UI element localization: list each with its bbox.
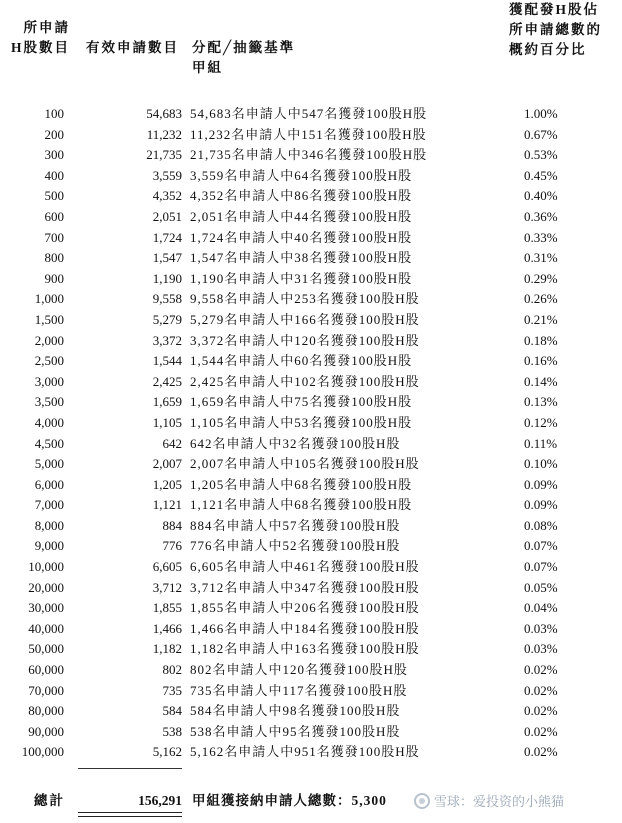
total-valid-applications: 156,291 (138, 793, 182, 808)
cell-valid-applications: 9,558 (152, 291, 182, 307)
cell-allocation-basis: 1,205名申請人中68名獲發100股H股 (190, 476, 413, 492)
cell-allocation-basis: 11,232名申請人中151名獲發100股H股 (190, 126, 427, 142)
cell-approx-percentage: 0.08% (524, 517, 558, 533)
cell-valid-applications: 802 (162, 662, 182, 678)
total-label: 總計 (34, 793, 65, 808)
cell-allocation-basis: 2,425名申請人中102名獲發100股H股 (190, 373, 420, 389)
cell-approx-percentage: 0.11% (524, 435, 558, 451)
cell-shares-applied: 100 (44, 106, 64, 121)
header-pct-line-1: 獲配發H股佔 (509, 2, 600, 17)
cell-shares-applied: 1,500 (34, 311, 64, 327)
cell-shares-applied: 700 (44, 229, 64, 245)
table-row (0, 557, 622, 578)
cell-allocation-basis: 1,855名申請人中206名獲發100股H股 (190, 600, 420, 616)
cell-allocation-basis: 802名申請人中120名獲發100股H股 (190, 662, 408, 678)
cell-valid-applications: 1,205 (152, 476, 182, 492)
cell-valid-applications: 11,232 (146, 126, 182, 142)
header-valid-label: 有效申請數目 (86, 40, 179, 55)
cell-valid-applications: 21,735 (146, 147, 182, 163)
cell-approx-percentage: 0.36% (524, 208, 558, 224)
cell-allocation-basis: 3,372名申請人中120名獲發100股H股 (190, 332, 420, 348)
cell-allocation-basis: 1,190名申請人中31名獲發100股H股 (190, 270, 413, 286)
table-row (0, 742, 622, 763)
cell-approx-percentage: 0.31% (524, 250, 558, 266)
table-row (0, 331, 622, 352)
cell-shares-applied: 30,000 (28, 600, 64, 616)
cell-shares-applied: 70,000 (28, 682, 64, 698)
cell-approx-percentage: 0.09% (524, 476, 558, 492)
cell-approx-percentage: 0.53% (524, 147, 558, 163)
cell-approx-percentage: 0.18% (524, 332, 558, 348)
cell-valid-applications: 1,105 (152, 414, 182, 430)
cell-allocation-basis: 3,712名申請人中347名獲發100股H股 (190, 579, 420, 595)
cell-valid-applications: 735 (162, 682, 182, 698)
cell-valid-applications: 1,544 (152, 353, 182, 369)
cell-shares-applied: 3,500 (34, 394, 64, 410)
cell-approx-percentage: 0.26% (524, 291, 558, 307)
cell-shares-applied: 7,000 (34, 497, 64, 513)
cell-shares-applied: 3,000 (34, 373, 64, 389)
cell-allocation-basis: 54,683名申請人中547名獲發100股H股 (190, 106, 428, 121)
cell-shares-applied: 2,000 (34, 332, 64, 348)
cell-valid-applications: 3,559 (152, 167, 182, 183)
table-row (0, 454, 622, 475)
cell-valid-applications: 3,712 (152, 579, 182, 595)
cell-shares-applied: 10,000 (28, 559, 64, 575)
table-row (0, 186, 622, 207)
cell-approx-percentage: 0.04% (524, 600, 558, 616)
cell-allocation-basis: 1,182名申請人中163名獲發100股H股 (190, 641, 420, 657)
cell-shares-applied: 1,000 (34, 291, 64, 307)
cell-shares-applied: 300 (44, 147, 64, 163)
cell-approx-percentage: 0.02% (524, 682, 558, 698)
cell-shares-applied: 60,000 (28, 662, 64, 678)
cell-valid-applications: 1,547 (152, 250, 182, 266)
cell-valid-applications: 1,466 (152, 620, 182, 636)
cell-valid-applications: 2,425 (152, 373, 182, 389)
cell-shares-applied: 600 (44, 208, 64, 224)
table-row (0, 722, 622, 743)
cell-approx-percentage: 0.03% (524, 620, 558, 636)
cell-allocation-basis: 776名申請人中52名獲發100股H股 (190, 538, 401, 554)
cell-allocation-basis: 2,007名申請人中105名獲發100股H股 (190, 456, 420, 472)
total-double-rule (78, 812, 182, 817)
cell-allocation-basis: 5,162名申請人中951名獲發100股H股 (190, 744, 420, 760)
watermark (414, 793, 564, 812)
cell-shares-applied: 5,000 (34, 456, 64, 472)
cell-shares-applied: 200 (44, 126, 64, 142)
cell-allocation-basis: 1,659名申請人中75名獲發100股H股 (190, 394, 413, 410)
cell-allocation-basis: 1,547名申請人中38名獲發100股H股 (190, 250, 413, 266)
cell-valid-applications: 1,855 (152, 600, 182, 616)
cell-allocation-basis: 1,544名申請人中60名獲發100股H股 (190, 353, 413, 369)
cell-approx-percentage: 0.16% (524, 353, 558, 369)
cell-approx-percentage: 0.02% (524, 662, 558, 678)
table-row (0, 289, 622, 310)
cell-shares-applied: 2,500 (34, 353, 64, 369)
cell-shares-applied: 6,000 (34, 476, 64, 492)
cell-valid-applications: 3,372 (152, 332, 182, 348)
cell-allocation-basis: 584名申請人中98名獲發100股H股 (190, 703, 401, 719)
cell-shares-applied: 800 (44, 250, 64, 266)
table-row (0, 701, 622, 722)
cell-valid-applications: 776 (162, 538, 182, 554)
table-row (0, 413, 622, 434)
table-row (0, 392, 622, 413)
cell-approx-percentage: 0.05% (524, 579, 558, 595)
cell-approx-percentage: 0.02% (524, 723, 558, 739)
table-row (0, 310, 622, 331)
table-row (0, 639, 622, 660)
cell-valid-applications: 1,659 (152, 394, 182, 410)
cell-approx-percentage: 0.10% (524, 456, 558, 472)
subtotal-rule (78, 768, 182, 769)
cell-approx-percentage: 0.02% (524, 703, 558, 719)
header-approx-percentage (509, 0, 602, 60)
table-row (0, 516, 622, 537)
cell-shares-applied: 900 (44, 270, 64, 286)
cell-allocation-basis: 4,352名申請人中86名獲發100股H股 (190, 188, 413, 204)
cell-approx-percentage: 0.33% (524, 229, 558, 245)
watermark-text: 雪球：爱投资的小熊猫 (434, 795, 565, 810)
table-row (0, 145, 622, 166)
cell-approx-percentage: 0.67% (524, 126, 558, 142)
cell-approx-percentage: 0.45% (524, 167, 558, 183)
table-row (0, 228, 622, 249)
cell-allocation-basis: 6,605名申請人中461名獲發100股H股 (190, 559, 420, 575)
cell-shares-applied: 40,000 (28, 620, 64, 636)
cell-shares-applied: 20,000 (28, 579, 64, 595)
table-row (0, 495, 622, 516)
cell-allocation-basis: 884名申請人中57名獲發100股H股 (190, 517, 401, 533)
cell-approx-percentage: 0.07% (524, 538, 558, 554)
cell-valid-applications: 2,051 (152, 208, 182, 224)
cell-approx-percentage: 0.09% (524, 497, 558, 513)
cell-shares-applied: 500 (44, 188, 64, 204)
cell-valid-applications: 6,605 (152, 559, 182, 575)
cell-valid-applications: 642 (162, 435, 182, 451)
cell-approx-percentage: 0.40% (524, 188, 558, 204)
cell-shares-applied: 400 (44, 167, 64, 183)
table-row (0, 207, 622, 228)
table-row (0, 578, 622, 599)
table-row (0, 248, 622, 269)
cell-allocation-basis: 21,735名申請人中346名獲發100股H股 (190, 147, 428, 163)
table-row (0, 104, 622, 125)
cell-shares-applied: 9,000 (34, 538, 64, 554)
cell-allocation-basis: 5,279名申請人中166名獲發100股H股 (190, 311, 420, 327)
cell-valid-applications: 4,352 (152, 188, 182, 204)
cell-valid-applications: 584 (162, 703, 182, 719)
cell-shares-applied: 4,000 (34, 414, 64, 430)
table-row (0, 536, 622, 557)
cell-valid-applications: 5,162 (152, 744, 182, 760)
allocation-table-body (0, 104, 622, 763)
cell-approx-percentage: 0.14% (524, 373, 558, 389)
cell-valid-applications: 1,724 (152, 229, 182, 245)
cell-approx-percentage: 0.13% (524, 394, 558, 410)
cell-approx-percentage: 1.00% (524, 106, 558, 121)
table-row (0, 372, 622, 393)
cell-valid-applications: 2,007 (152, 456, 182, 472)
cell-valid-applications: 538 (162, 723, 182, 739)
cell-shares-applied: 4,500 (34, 435, 64, 451)
header-pool-label: 甲組 (192, 60, 223, 75)
cell-approx-percentage: 0.02% (524, 744, 558, 760)
total-successful-applicants: 甲組獲接納申請人總數：5,300 (192, 793, 387, 808)
table-row (0, 434, 622, 455)
cell-allocation-basis: 642名申請人中32名獲發100股H股 (190, 435, 401, 451)
cell-approx-percentage: 0.12% (524, 414, 558, 430)
header-shares-line-1: 所申請 (23, 20, 70, 35)
cell-approx-percentage: 0.07% (524, 559, 558, 575)
cell-valid-applications: 54,683 (146, 106, 182, 121)
cell-allocation-basis: 2,051名申請人中44名獲發100股H股 (190, 208, 413, 224)
cell-allocation-basis: 1,466名申請人中184名獲發100股H股 (190, 620, 420, 636)
snowball-icon (414, 793, 430, 809)
table-row (0, 125, 622, 146)
table-row (0, 475, 622, 496)
cell-valid-applications: 5,279 (152, 311, 182, 327)
cell-valid-applications: 1,190 (152, 270, 182, 286)
cell-allocation-basis: 735名申請人中117名獲發100股H股 (190, 682, 408, 698)
header-allocation-basis (192, 38, 295, 78)
header-pct-line-3: 概約百分比 (509, 42, 587, 57)
cell-valid-applications: 1,121 (152, 497, 182, 513)
cell-allocation-basis: 9,558名申請人中253名獲發100股H股 (190, 291, 420, 307)
header-basis-line-1: 分配╱抽籤基準 (192, 40, 296, 55)
cell-approx-percentage: 0.03% (524, 641, 558, 657)
table-row (0, 351, 622, 372)
table-row (0, 681, 622, 702)
table-row (0, 660, 622, 681)
table-row (0, 166, 622, 187)
table-row (0, 619, 622, 640)
cell-allocation-basis: 1,121名申請人中68名獲發100股H股 (190, 497, 413, 513)
header-pct-line-2: 所申請總數的 (509, 22, 602, 37)
cell-valid-applications: 1,182 (152, 641, 182, 657)
cell-allocation-basis: 1,724名申請人中40名獲發100股H股 (190, 229, 413, 245)
cell-shares-applied: 8,000 (34, 517, 64, 533)
cell-approx-percentage: 0.21% (524, 311, 558, 327)
table-row (0, 269, 622, 290)
header-shares-line-2: H股數目 (10, 40, 70, 55)
table-row (0, 598, 622, 619)
cell-allocation-basis: 538名申請人中95名獲發100股H股 (190, 723, 401, 739)
cell-shares-applied: 50,000 (28, 641, 64, 657)
cell-shares-applied: 80,000 (28, 703, 64, 719)
header-valid-applications (86, 38, 186, 58)
cell-shares-applied: 90,000 (28, 723, 64, 739)
header-shares (8, 18, 70, 58)
cell-allocation-basis: 3,559名申請人中64名獲發100股H股 (190, 167, 413, 183)
cell-shares-applied: 100,000 (21, 744, 64, 760)
cell-allocation-basis: 1,105名申請人中53名獲發100股H股 (190, 414, 413, 430)
cell-valid-applications: 884 (162, 517, 182, 533)
cell-approx-percentage: 0.29% (524, 270, 558, 286)
